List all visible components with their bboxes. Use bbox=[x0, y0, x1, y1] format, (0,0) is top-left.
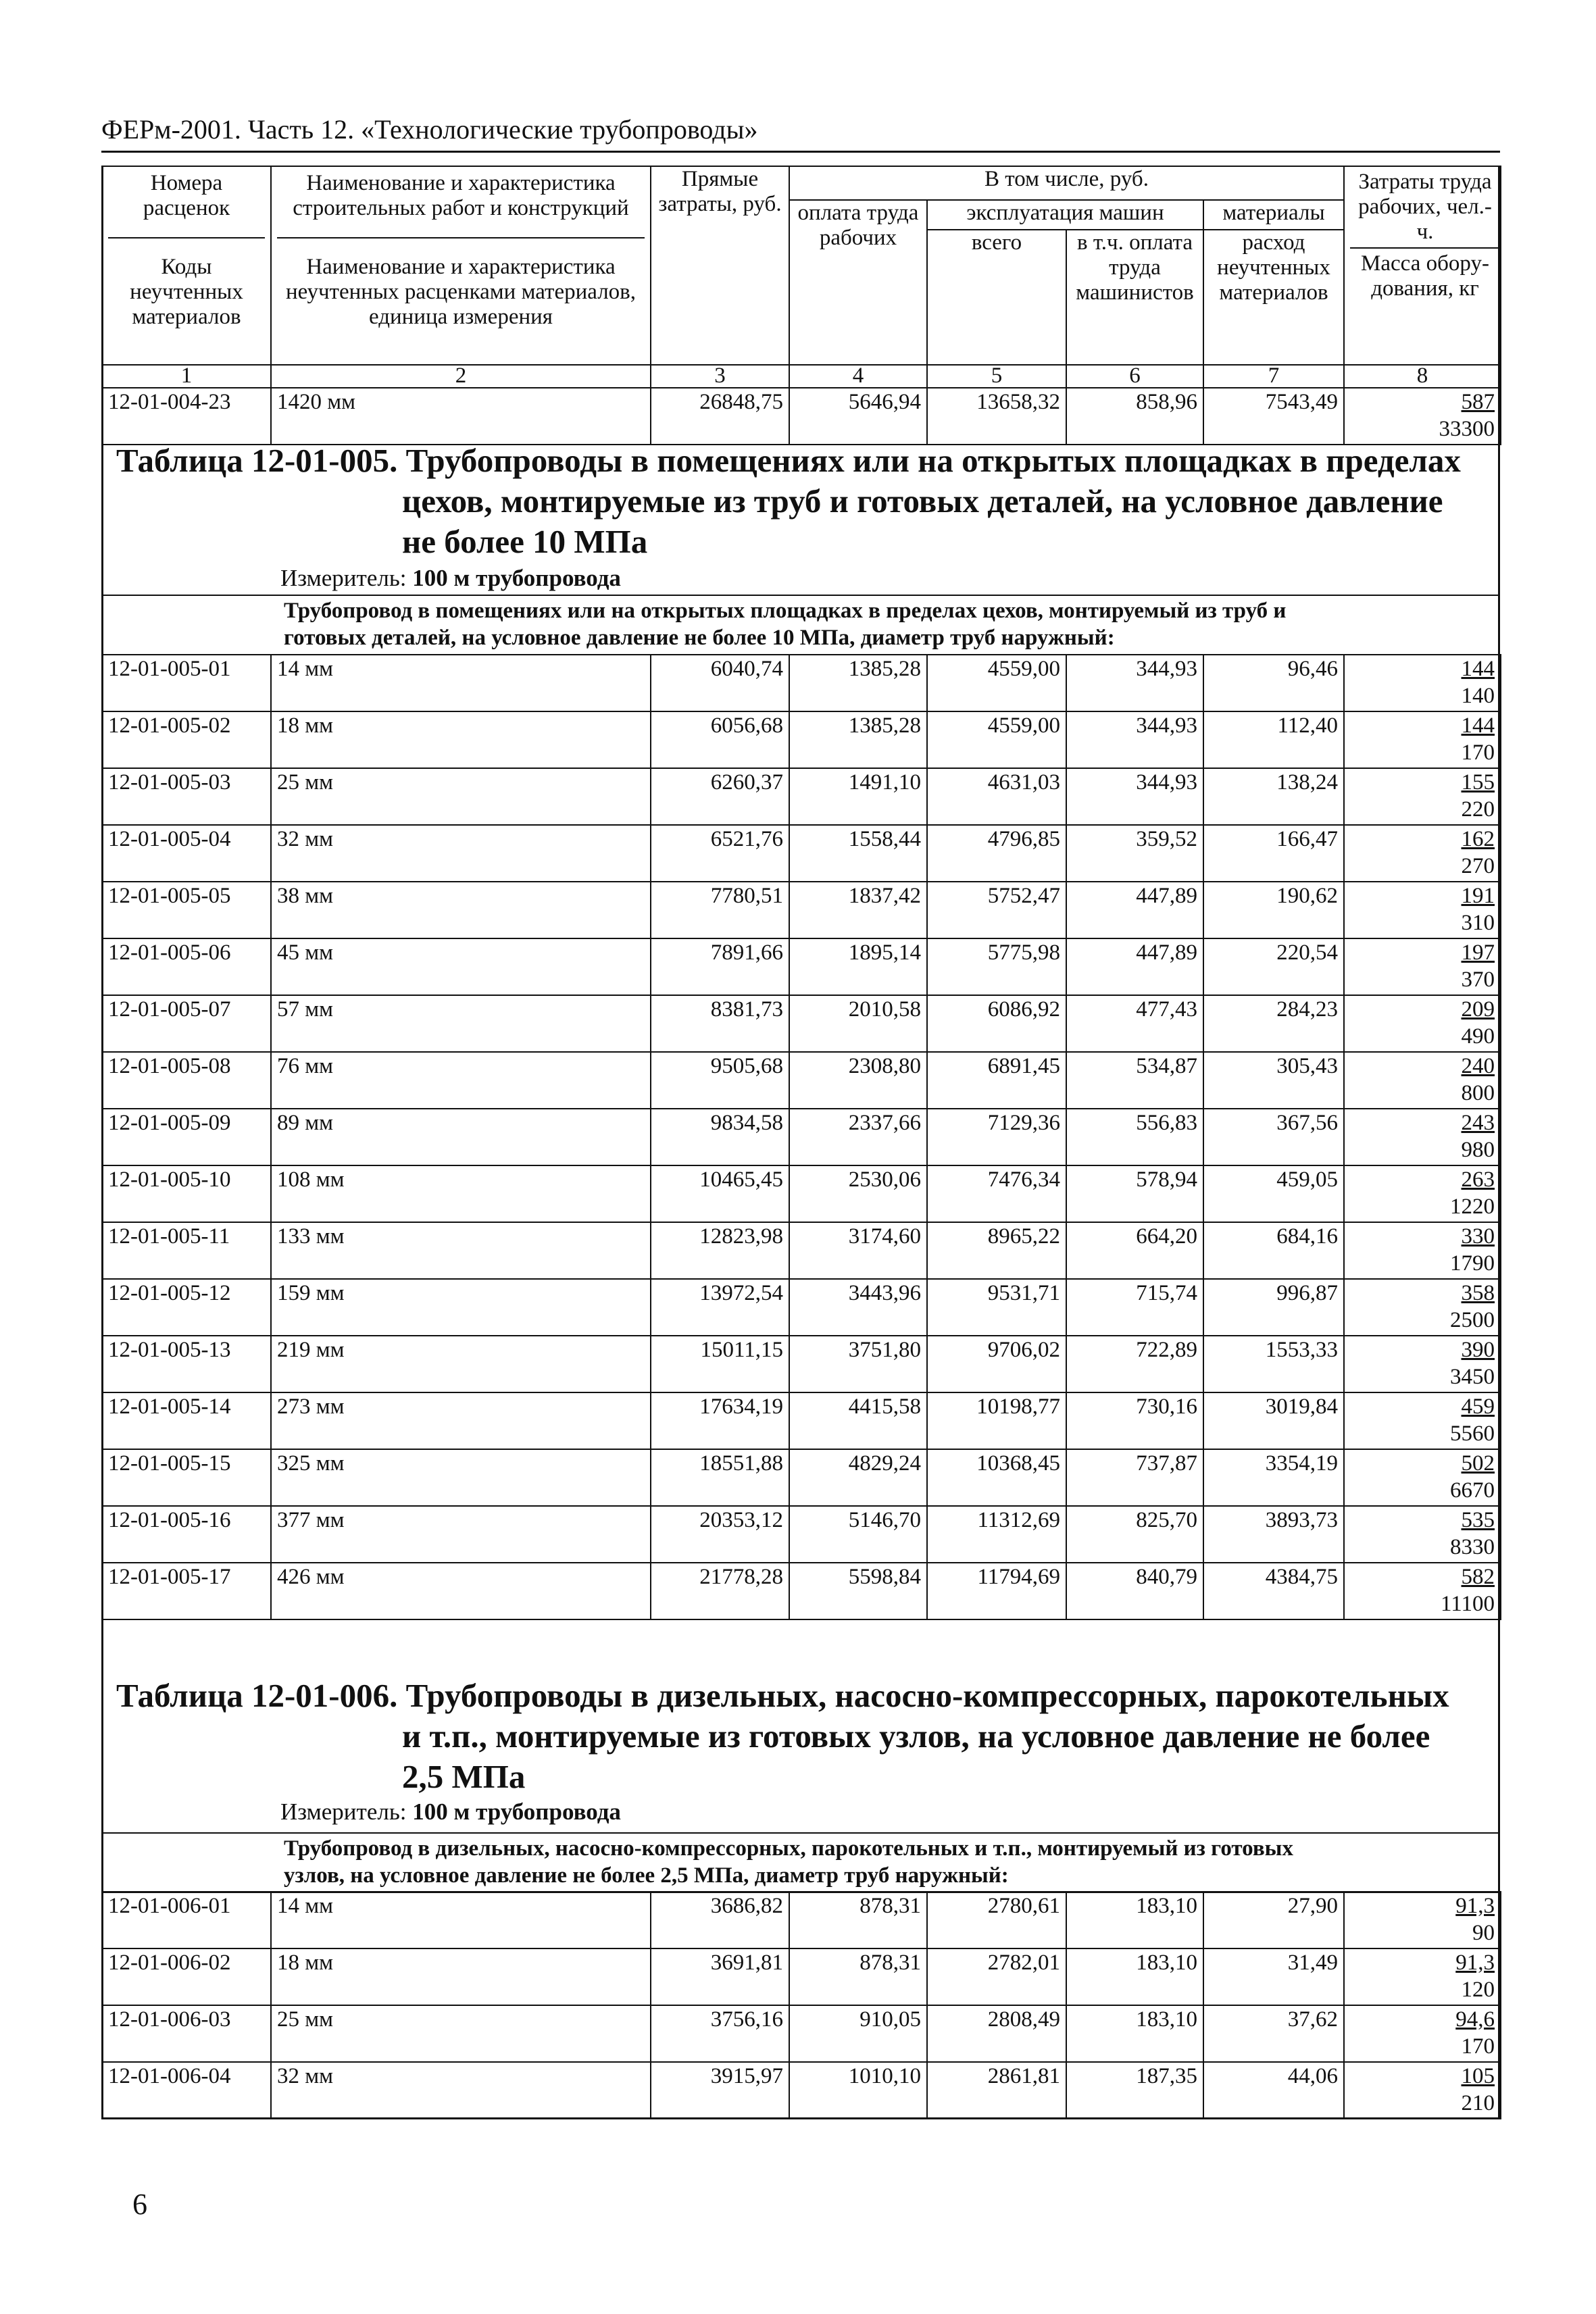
labor-hours-value: 240 bbox=[1461, 1054, 1495, 1078]
machines-total-cell: 11312,69 bbox=[927, 1506, 1066, 1563]
labor-pay-cell: 2010,58 bbox=[789, 995, 927, 1052]
direct-costs-cell: 6260,37 bbox=[651, 768, 789, 825]
labor-hours-value: 191 bbox=[1461, 884, 1495, 908]
pipe-diameter-cell: 108 мм bbox=[271, 1165, 651, 1222]
equipment-mass-value: 1790 bbox=[1450, 1251, 1495, 1276]
table-row bbox=[102, 388, 1501, 445]
table-005-group-heading-line-1: Трубопровод в помещениях или на открытых площадках в пределах цехов, монтируемый из труб и bbox=[284, 599, 1287, 623]
labor-hours-value: 197 bbox=[1461, 940, 1495, 965]
labor-hours-value: 144 bbox=[1461, 657, 1495, 681]
column-number-cell: 8 bbox=[1344, 365, 1501, 388]
equipment-mass-value: 2500 bbox=[1450, 1308, 1495, 1332]
equipment-mass-value: 120 bbox=[1461, 1978, 1495, 2002]
labor-hours-mass-cell bbox=[1344, 388, 1501, 445]
materials-cell: 190,62 bbox=[1203, 882, 1344, 938]
column-numbers-row bbox=[102, 365, 1501, 388]
machines-total-cell: 2861,81 bbox=[927, 2062, 1066, 2119]
equipment-mass-value: 220 bbox=[1461, 797, 1495, 822]
table-006-group-heading-line-2: узлов, на условное давление не более 2,5 МПа, диаметр труб наружный: bbox=[284, 1863, 1009, 1888]
rate-code-cell: 12-01-005-08 bbox=[102, 1052, 271, 1109]
rate-code-cell: 12-01-005-16 bbox=[102, 1506, 271, 1563]
machinists-pay-cell: 447,89 bbox=[1066, 938, 1203, 995]
rate-code-cell: 12-01-004-23 bbox=[102, 388, 271, 445]
table-005-title-line-2: цехов, монтируемые из труб и готовых деталей, на условное давление bbox=[402, 482, 1443, 520]
header-labor-mass bbox=[1344, 166, 1501, 365]
table-005-meter-label: Измеритель: bbox=[280, 565, 407, 591]
labor-hours-value: 263 bbox=[1461, 1167, 1495, 1192]
labor-hours-value: 502 bbox=[1461, 1451, 1495, 1476]
labor-hours-mass-cell bbox=[1344, 711, 1501, 768]
materials-cell: 305,43 bbox=[1203, 1052, 1344, 1109]
table-005-title-line-1: Трубопроводы в помещениях или на открытых площадках в пределах bbox=[405, 442, 1461, 479]
header-labor-pay: оплата труда рабочих bbox=[789, 200, 927, 365]
labor-hours-value: 535 bbox=[1461, 1508, 1495, 1532]
machinists-pay-cell: 447,89 bbox=[1066, 882, 1203, 938]
equipment-mass-value: 1220 bbox=[1450, 1194, 1495, 1219]
table-row bbox=[102, 1052, 1501, 1109]
header-name-materials: Наименование и характеристика неучтенных расценками материалов, единица измерения bbox=[285, 254, 637, 329]
equipment-mass-value: 6670 bbox=[1450, 1478, 1495, 1503]
labor-pay-cell: 878,31 bbox=[789, 1892, 927, 1948]
table-row bbox=[102, 938, 1501, 995]
header-numbers-codes bbox=[102, 166, 271, 365]
labor-hours-mass-cell bbox=[1344, 825, 1501, 882]
table-row bbox=[102, 1563, 1501, 1619]
labor-hours-mass-cell bbox=[1344, 1336, 1501, 1392]
table-row bbox=[102, 1222, 1501, 1279]
table-006-title-line-2: и т.п., монтируемые из готовых узлов, на условное давление не более bbox=[402, 1717, 1430, 1755]
direct-costs-cell: 17634,19 bbox=[651, 1392, 789, 1449]
labor-hours-value: 94,6 bbox=[1455, 2007, 1495, 2032]
machines-total-cell: 5775,98 bbox=[927, 938, 1066, 995]
materials-cell: 1553,33 bbox=[1203, 1336, 1344, 1392]
rate-code-cell: 12-01-005-01 bbox=[102, 655, 271, 711]
machinists-pay-cell: 715,74 bbox=[1066, 1279, 1203, 1336]
materials-cell: 4384,75 bbox=[1203, 1563, 1344, 1619]
pipe-diameter-cell: 273 мм bbox=[271, 1392, 651, 1449]
table-005-title-line-3: не более 10 МПа bbox=[402, 523, 648, 560]
table-row bbox=[102, 1165, 1501, 1222]
header-direct-costs: Прямые затраты, руб. bbox=[651, 166, 789, 365]
table-005-title bbox=[116, 441, 1495, 562]
table-row bbox=[102, 711, 1501, 768]
labor-hours-value: 91,3 bbox=[1455, 1894, 1495, 1918]
pipe-diameter-cell: 89 мм bbox=[271, 1109, 651, 1165]
rate-code-cell: 12-01-006-03 bbox=[102, 2005, 271, 2062]
machines-total-cell: 9706,02 bbox=[927, 1336, 1066, 1392]
rate-code-cell: 12-01-005-05 bbox=[102, 882, 271, 938]
header-equipment-mass: Масса обору-дования, кг bbox=[1361, 251, 1489, 301]
rate-code-cell: 12-01-005-04 bbox=[102, 825, 271, 882]
labor-hours-mass-cell bbox=[1344, 1279, 1501, 1336]
labor-hours-mass-cell bbox=[1344, 2062, 1501, 2119]
pipe-diameter-cell: 25 мм bbox=[271, 2005, 651, 2062]
table-row bbox=[102, 1948, 1501, 2005]
labor-pay-cell: 1491,10 bbox=[789, 768, 927, 825]
table-006-meter-value: 100 м трубопровода bbox=[412, 1799, 621, 1825]
direct-costs-cell: 3915,97 bbox=[651, 2062, 789, 2119]
machinists-pay-cell: 183,10 bbox=[1066, 1948, 1203, 2005]
table-row bbox=[102, 825, 1501, 882]
labor-hours-value: 209 bbox=[1461, 997, 1495, 1022]
header-including: В том числе, руб. bbox=[789, 166, 1344, 200]
machinists-pay-cell: 730,16 bbox=[1066, 1392, 1203, 1449]
pipe-diameter-cell: 377 мм bbox=[271, 1506, 651, 1563]
header-codes: Коды неучтенных материалов bbox=[130, 254, 243, 329]
machinists-pay-cell: 359,52 bbox=[1066, 825, 1203, 882]
labor-pay-cell: 3443,96 bbox=[789, 1279, 927, 1336]
table-006-group-heading-line-1: Трубопровод в дизельных, насосно-компрессорных, парокотельных и т.п., монтируемый из готовых bbox=[284, 1836, 1293, 1861]
pipe-diameter-cell: 133 мм bbox=[271, 1222, 651, 1279]
equipment-mass-value: 270 bbox=[1461, 854, 1495, 878]
labor-pay-cell: 5146,70 bbox=[789, 1506, 927, 1563]
labor-hours-value: 91,3 bbox=[1455, 1951, 1495, 1975]
direct-costs-cell: 3756,16 bbox=[651, 2005, 789, 2062]
equipment-mass-value: 90 bbox=[1472, 1921, 1495, 1945]
pipe-diameter-cell: 325 мм bbox=[271, 1449, 651, 1506]
labor-pay-cell: 1010,10 bbox=[789, 2062, 927, 2119]
materials-cell: 284,23 bbox=[1203, 995, 1344, 1052]
machinists-pay-cell: 534,87 bbox=[1066, 1052, 1203, 1109]
table-006-meter-label: Измеритель: bbox=[280, 1799, 407, 1825]
labor-pay-cell: 1558,44 bbox=[789, 825, 927, 882]
labor-hours-mass-cell bbox=[1344, 2005, 1501, 2062]
materials-cell: 138,24 bbox=[1203, 768, 1344, 825]
machinists-pay-cell: 183,10 bbox=[1066, 2005, 1203, 2062]
direct-costs-cell: 9505,68 bbox=[651, 1052, 789, 1109]
column-header-table bbox=[101, 166, 1501, 445]
direct-costs-cell: 8381,73 bbox=[651, 995, 789, 1052]
header-labor-costs: Затраты труда рабочих, чел.-ч. bbox=[1350, 170, 1500, 249]
materials-cell: 3354,19 bbox=[1203, 1449, 1344, 1506]
labor-hours-value: 105 bbox=[1461, 2064, 1495, 2088]
machinists-pay-cell: 187,35 bbox=[1066, 2062, 1203, 2119]
pipe-diameter-cell: 14 мм bbox=[271, 655, 651, 711]
direct-costs-cell: 12823,98 bbox=[651, 1222, 789, 1279]
rate-code-cell: 12-01-005-15 bbox=[102, 1449, 271, 1506]
machines-total-cell: 13658,32 bbox=[927, 388, 1066, 445]
table-005-label: Таблица 12-01-005. bbox=[116, 442, 398, 479]
table-row bbox=[102, 1449, 1501, 1506]
pipe-diameter-cell: 32 мм bbox=[271, 825, 651, 882]
labor-hours-value: 582 bbox=[1461, 1565, 1495, 1589]
rate-code-cell: 12-01-005-06 bbox=[102, 938, 271, 995]
labor-hours-mass-cell bbox=[1344, 1222, 1501, 1279]
machinists-pay-cell: 344,93 bbox=[1066, 711, 1203, 768]
direct-costs-cell: 6040,74 bbox=[651, 655, 789, 711]
table-006-title bbox=[116, 1676, 1495, 1797]
equipment-mass-value: 800 bbox=[1461, 1081, 1495, 1105]
direct-costs-cell: 20353,12 bbox=[651, 1506, 789, 1563]
column-number-cell: 3 bbox=[651, 365, 789, 388]
rate-code-cell: 12-01-005-09 bbox=[102, 1109, 271, 1165]
pipe-diameter-cell: 32 мм bbox=[271, 2062, 651, 2119]
table-row bbox=[102, 882, 1501, 938]
machines-total-cell: 6891,45 bbox=[927, 1052, 1066, 1109]
pipe-diameter-cell: 14 мм bbox=[271, 1892, 651, 1948]
machines-total-cell: 6086,92 bbox=[927, 995, 1066, 1052]
machinists-pay-cell: 344,93 bbox=[1066, 768, 1203, 825]
materials-cell: 3019,84 bbox=[1203, 1392, 1344, 1449]
table-row bbox=[102, 1392, 1501, 1449]
table-006-label: Таблица 12-01-006. bbox=[116, 1677, 398, 1714]
column-number-cell: 7 bbox=[1203, 365, 1344, 388]
labor-hours-mass-cell bbox=[1344, 1052, 1501, 1109]
table-row bbox=[102, 1279, 1501, 1336]
header-materials: материалы bbox=[1203, 200, 1344, 230]
labor-pay-cell: 2308,80 bbox=[789, 1052, 927, 1109]
pipe-diameter-cell: 25 мм bbox=[271, 768, 651, 825]
labor-hours-mass-cell bbox=[1344, 655, 1501, 711]
labor-hours-value: 155 bbox=[1461, 770, 1495, 795]
labor-hours-value: 459 bbox=[1461, 1394, 1495, 1419]
labor-hours-value: 358 bbox=[1461, 1281, 1495, 1305]
running-head: ФЕРм-2001. Часть 12. «Технологические трубопроводы» bbox=[101, 114, 1500, 153]
pipe-diameter-cell: 159 мм bbox=[271, 1279, 651, 1336]
materials-cell: 996,87 bbox=[1203, 1279, 1344, 1336]
table-006-group-heading bbox=[101, 1832, 1500, 1893]
table-row bbox=[102, 1506, 1501, 1563]
direct-costs-cell: 6056,68 bbox=[651, 711, 789, 768]
labor-hours-mass-cell bbox=[1344, 1392, 1501, 1449]
equipment-mass-value: 310 bbox=[1461, 911, 1495, 935]
machinists-pay-cell: 840,79 bbox=[1066, 1563, 1203, 1619]
header-unaccounted-materials: расход неучтенных материалов bbox=[1203, 230, 1344, 365]
rate-code-cell: 12-01-005-12 bbox=[102, 1279, 271, 1336]
page-number: 6 bbox=[132, 2188, 147, 2221]
labor-hours-value: 390 bbox=[1461, 1338, 1495, 1362]
labor-pay-cell: 1385,28 bbox=[789, 711, 927, 768]
pipe-diameter-cell: 18 мм bbox=[271, 1948, 651, 2005]
machinists-pay-cell: 825,70 bbox=[1066, 1506, 1203, 1563]
labor-pay-cell: 1385,28 bbox=[789, 655, 927, 711]
rate-code-cell: 12-01-005-17 bbox=[102, 1563, 271, 1619]
rate-code-cell: 12-01-005-14 bbox=[102, 1392, 271, 1449]
table-row bbox=[102, 2005, 1501, 2062]
direct-costs-cell: 13972,54 bbox=[651, 1279, 789, 1336]
labor-pay-cell: 3751,80 bbox=[789, 1336, 927, 1392]
machinists-pay-cell: 477,43 bbox=[1066, 995, 1203, 1052]
table-row bbox=[102, 2062, 1501, 2119]
machines-total-cell: 11794,69 bbox=[927, 1563, 1066, 1619]
labor-hours-mass-cell bbox=[1344, 938, 1501, 995]
rate-code-cell: 12-01-005-02 bbox=[102, 711, 271, 768]
machinists-pay-cell: 858,96 bbox=[1066, 388, 1203, 445]
labor-pay-cell: 3174,60 bbox=[789, 1222, 927, 1279]
labor-pay-cell: 1895,14 bbox=[789, 938, 927, 995]
equipment-mass-value: 3450 bbox=[1450, 1365, 1495, 1389]
table-005-meter bbox=[280, 565, 621, 592]
machines-total-cell: 8965,22 bbox=[927, 1222, 1066, 1279]
labor-hours-value: 243 bbox=[1461, 1111, 1495, 1135]
labor-pay-cell: 2530,06 bbox=[789, 1165, 927, 1222]
table-005-group-heading-line-2: готовых деталей, на условное давление не более 10 МПа, диаметр труб наружный: bbox=[284, 626, 1115, 650]
table-row bbox=[102, 655, 1501, 711]
materials-cell: 459,05 bbox=[1203, 1165, 1344, 1222]
machines-total-cell: 4631,03 bbox=[927, 768, 1066, 825]
labor-hours-value: 330 bbox=[1461, 1224, 1495, 1249]
direct-costs-cell: 7891,66 bbox=[651, 938, 789, 995]
machines-total-cell: 2780,61 bbox=[927, 1892, 1066, 1948]
machines-total-cell: 2808,49 bbox=[927, 2005, 1066, 2062]
equipment-mass-value: 170 bbox=[1461, 2034, 1495, 2059]
labor-hours-value: 144 bbox=[1461, 713, 1495, 738]
machinists-pay-cell: 578,94 bbox=[1066, 1165, 1203, 1222]
table-row bbox=[102, 995, 1501, 1052]
header-machinists-pay: в т.ч. оплата труда машинистов bbox=[1066, 230, 1203, 365]
equipment-mass-value: 980 bbox=[1461, 1138, 1495, 1162]
labor-hours-mass-cell bbox=[1344, 995, 1501, 1052]
rate-code-cell: 12-01-006-04 bbox=[102, 2062, 271, 2119]
machines-total-cell: 10198,77 bbox=[927, 1392, 1066, 1449]
equipment-mass-value: 140 bbox=[1461, 684, 1495, 708]
machines-total-cell: 7476,34 bbox=[927, 1165, 1066, 1222]
equipment-mass-value: 210 bbox=[1461, 2091, 1495, 2115]
equipment-mass-value: 490 bbox=[1461, 1024, 1495, 1049]
table-row bbox=[102, 1109, 1501, 1165]
machinists-pay-cell: 556,83 bbox=[1066, 1109, 1203, 1165]
labor-hours-mass-cell bbox=[1344, 1165, 1501, 1222]
rate-code-cell: 12-01-005-11 bbox=[102, 1222, 271, 1279]
labor-hours-value: 162 bbox=[1461, 827, 1495, 851]
pipe-diameter-cell: 18 мм bbox=[271, 711, 651, 768]
materials-cell: 7543,49 bbox=[1203, 388, 1344, 445]
materials-cell: 3893,73 bbox=[1203, 1506, 1344, 1563]
materials-cell: 220,54 bbox=[1203, 938, 1344, 995]
machines-total-cell: 4559,00 bbox=[927, 711, 1066, 768]
table-005 bbox=[101, 654, 1501, 1620]
column-number-cell: 4 bbox=[789, 365, 927, 388]
table-row bbox=[102, 768, 1501, 825]
direct-costs-cell: 3691,81 bbox=[651, 1948, 789, 2005]
direct-costs-cell: 9834,58 bbox=[651, 1109, 789, 1165]
pipe-diameter-cell: 38 мм bbox=[271, 882, 651, 938]
direct-costs-cell: 15011,15 bbox=[651, 1336, 789, 1392]
table-005-group-heading bbox=[101, 595, 1500, 655]
materials-cell: 27,90 bbox=[1203, 1892, 1344, 1948]
machinists-pay-cell: 737,87 bbox=[1066, 1449, 1203, 1506]
pipe-diameter-cell: 219 мм bbox=[271, 1336, 651, 1392]
header-name-works: Наименование и характеристика строительных работ и конструкций bbox=[277, 171, 645, 238]
direct-costs-cell: 6521,76 bbox=[651, 825, 789, 882]
table-006-body bbox=[102, 1892, 1501, 2119]
materials-cell: 37,62 bbox=[1203, 2005, 1344, 2062]
equipment-mass-value: 8330 bbox=[1450, 1535, 1495, 1559]
labor-hours-mass-cell bbox=[1344, 1449, 1501, 1506]
labor-pay-cell: 4829,24 bbox=[789, 1449, 927, 1506]
table-006-title-line-3: 2,5 МПа bbox=[402, 1758, 526, 1795]
equipment-mass-value: 370 bbox=[1461, 967, 1495, 992]
labor-hours-mass-cell bbox=[1344, 1563, 1501, 1619]
materials-cell: 44,06 bbox=[1203, 2062, 1344, 2119]
machinists-pay-cell: 183,10 bbox=[1066, 1892, 1203, 1948]
labor-pay-cell: 1837,42 bbox=[789, 882, 927, 938]
pipe-diameter-cell: 45 мм bbox=[271, 938, 651, 995]
equipment-mass-value: 33300 bbox=[1439, 417, 1495, 441]
table-005-body bbox=[102, 655, 1501, 1619]
labor-pay-cell: 5646,94 bbox=[789, 388, 927, 445]
pipe-diameter-cell: 1420 мм bbox=[271, 388, 651, 445]
table-row bbox=[102, 1336, 1501, 1392]
machinists-pay-cell: 344,93 bbox=[1066, 655, 1203, 711]
direct-costs-cell: 18551,88 bbox=[651, 1449, 789, 1506]
header-numbers: Номера расценок bbox=[108, 171, 265, 238]
column-number-cell: 2 bbox=[271, 365, 651, 388]
labor-pay-cell: 878,31 bbox=[789, 1948, 927, 2005]
materials-cell: 684,16 bbox=[1203, 1222, 1344, 1279]
rate-code-cell: 12-01-005-07 bbox=[102, 995, 271, 1052]
machines-total-cell: 10368,45 bbox=[927, 1449, 1066, 1506]
column-number-cell: 5 bbox=[927, 365, 1066, 388]
direct-costs-cell: 7780,51 bbox=[651, 882, 789, 938]
machines-total-cell: 7129,36 bbox=[927, 1109, 1066, 1165]
materials-cell: 166,47 bbox=[1203, 825, 1344, 882]
table-006-meter bbox=[280, 1799, 621, 1826]
rate-code-cell: 12-01-006-02 bbox=[102, 1948, 271, 2005]
machinists-pay-cell: 722,89 bbox=[1066, 1336, 1203, 1392]
labor-hours-mass-cell bbox=[1344, 1109, 1501, 1165]
pipe-diameter-cell: 426 мм bbox=[271, 1563, 651, 1619]
labor-pay-cell: 2337,66 bbox=[789, 1109, 927, 1165]
pipe-diameter-cell: 76 мм bbox=[271, 1052, 651, 1109]
machines-total-cell: 5752,47 bbox=[927, 882, 1066, 938]
direct-costs-cell: 10465,45 bbox=[651, 1165, 789, 1222]
column-number-cell: 6 bbox=[1066, 365, 1203, 388]
labor-hours-value: 587 bbox=[1461, 390, 1495, 414]
labor-hours-mass-cell bbox=[1344, 1506, 1501, 1563]
equipment-mass-value: 170 bbox=[1461, 740, 1495, 765]
labor-pay-cell: 910,05 bbox=[789, 2005, 927, 2062]
equipment-mass-value: 11100 bbox=[1440, 1592, 1495, 1616]
machines-total-cell: 9531,71 bbox=[927, 1279, 1066, 1336]
table-row bbox=[102, 1892, 1501, 1948]
labor-hours-mass-cell bbox=[1344, 882, 1501, 938]
header-names bbox=[271, 166, 651, 365]
rate-code-cell: 12-01-005-03 bbox=[102, 768, 271, 825]
table-006 bbox=[101, 1891, 1501, 2119]
labor-hours-mass-cell bbox=[1344, 1892, 1501, 1948]
materials-cell: 112,40 bbox=[1203, 711, 1344, 768]
materials-cell: 367,56 bbox=[1203, 1109, 1344, 1165]
column-number-cell: 1 bbox=[102, 365, 271, 388]
materials-cell: 96,46 bbox=[1203, 655, 1344, 711]
rate-code-cell: 12-01-005-13 bbox=[102, 1336, 271, 1392]
rate-code-cell: 12-01-005-10 bbox=[102, 1165, 271, 1222]
machinists-pay-cell: 664,20 bbox=[1066, 1222, 1203, 1279]
direct-costs-cell: 26848,75 bbox=[651, 388, 789, 445]
rate-code-cell: 12-01-006-01 bbox=[102, 1892, 271, 1948]
direct-costs-cell: 21778,28 bbox=[651, 1563, 789, 1619]
top-row-body bbox=[102, 388, 1501, 445]
labor-hours-mass-cell bbox=[1344, 1948, 1501, 2005]
pipe-diameter-cell: 57 мм bbox=[271, 995, 651, 1052]
table-005-meter-value: 100 м трубопровода bbox=[412, 565, 621, 591]
header-machines: эксплуатация машин bbox=[927, 200, 1203, 230]
table-006-title-line-1: Трубопроводы в дизельных, насосно-компрессорных, парокотельных bbox=[405, 1677, 1449, 1714]
labor-pay-cell: 4415,58 bbox=[789, 1392, 927, 1449]
machines-total-cell: 4559,00 bbox=[927, 655, 1066, 711]
machines-total-cell: 4796,85 bbox=[927, 825, 1066, 882]
machines-total-cell: 2782,01 bbox=[927, 1948, 1066, 2005]
direct-costs-cell: 3686,82 bbox=[651, 1892, 789, 1948]
equipment-mass-value: 5560 bbox=[1450, 1422, 1495, 1446]
labor-hours-mass-cell bbox=[1344, 768, 1501, 825]
materials-cell: 31,49 bbox=[1203, 1948, 1344, 2005]
header-machines-total: всего bbox=[927, 230, 1066, 365]
labor-pay-cell: 5598,84 bbox=[789, 1563, 927, 1619]
